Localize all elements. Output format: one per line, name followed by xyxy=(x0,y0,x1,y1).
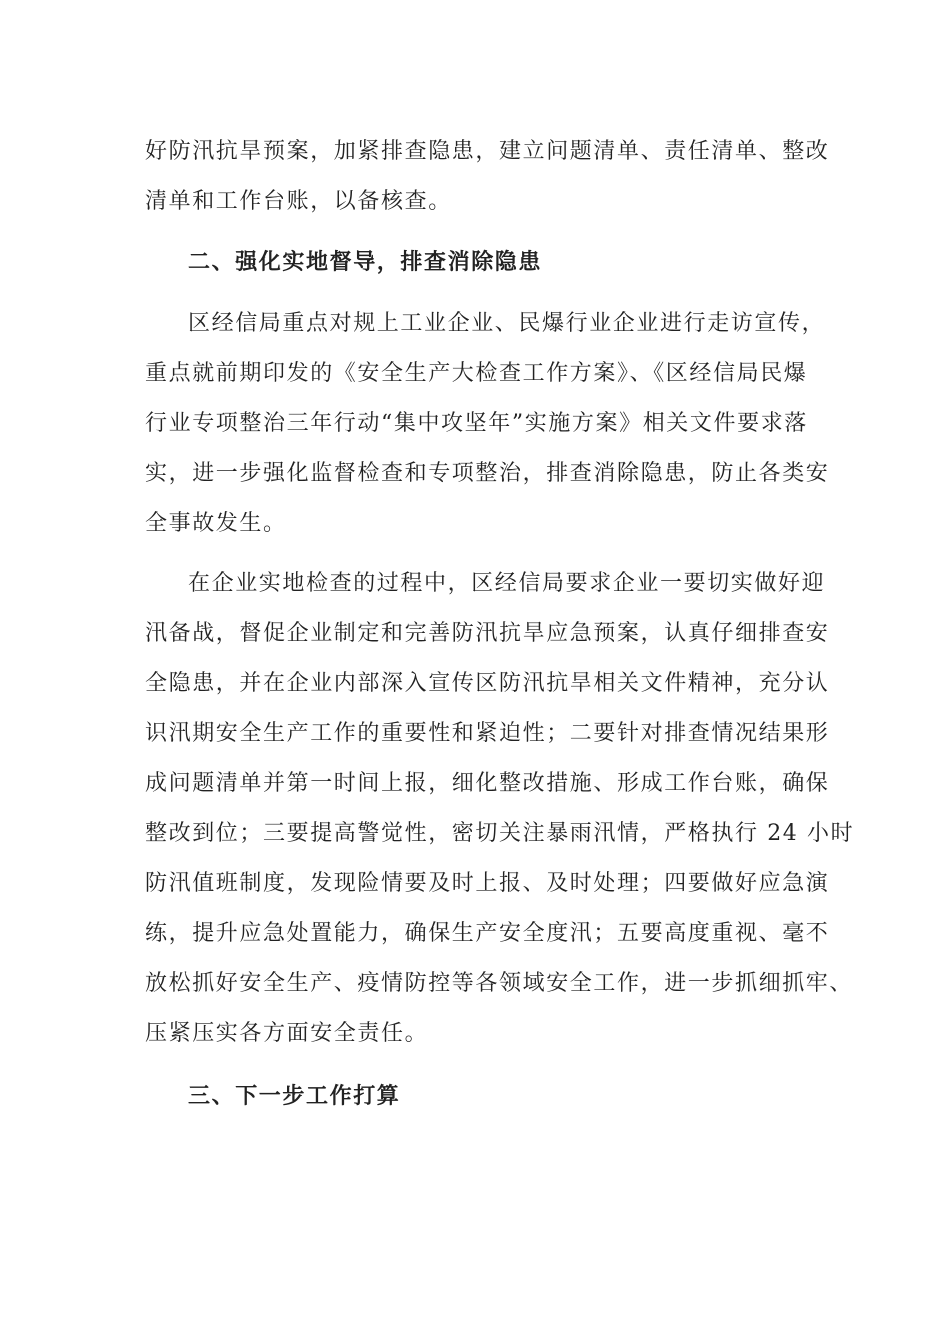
paragraph-3-line-2: 汛备战，督促企业制定和完善防汛抗旱应急预案，认真仔细排查安 xyxy=(145,621,830,646)
section-heading-3: 三、下一步工作打算 xyxy=(188,1083,401,1109)
paragraph-2-line-1: 区经信局重点对规上工业企业、民爆行业企业进行走访宣传， xyxy=(188,311,826,336)
paragraph-3-line-4: 识汛期安全生产工作的重要性和紧迫性；二要针对排查情况结果形 xyxy=(145,721,830,746)
paragraph-3-line-6: 整改到位；三要提高警觉性，密切关注暴雨汛情，严格执行 24 小时 xyxy=(145,821,855,846)
paragraph-2-line-2: 重点就前期印发的《安全生产大检查工作方案》、《区经信局民爆 xyxy=(145,361,808,386)
paragraph-2-line-5: 全事故发生。 xyxy=(145,511,287,536)
paragraph-3-line-1: 在企业实地检查的过程中，区经信局要求企业一要切实做好迎 xyxy=(188,571,826,596)
paragraph-2-line-3: 行业专项整治三年行动“集中攻坚年”实施方案》相关文件要求落 xyxy=(145,411,808,436)
paragraph-2-line-4: 实，进一步强化监督检查和专项整治，排查消除隐患，防止各类安 xyxy=(145,461,830,486)
section-heading-2: 二、强化实地督导，排查消除隐患 xyxy=(188,249,543,275)
paragraph-1-line-2: 清单和工作台账，以备核查。 xyxy=(145,189,452,214)
paragraph-3-line-9: 放松抓好安全生产、疫情防控等各领域安全工作，进一步抓细抓牢、 xyxy=(145,971,854,996)
paragraph-3-line-10: 压紧压实各方面安全责任。 xyxy=(145,1021,429,1046)
paragraph-1-line-1: 好防汛抗旱预案，加紧排查隐患，建立问题清单、责任清单、整改 xyxy=(145,139,830,164)
paragraph-3-line-3: 全隐患，并在企业内部深入宣传区防汛抗旱相关文件精神，充分认 xyxy=(145,671,830,696)
paragraph-3-line-8: 练，提升应急处置能力，确保生产安全度汛；五要高度重视、毫不 xyxy=(145,921,830,946)
paragraph-3-line-5: 成问题清单并第一时间上报，细化整改措施、形成工作台账，确保 xyxy=(145,771,830,796)
paragraph-3-line-7: 防汛值班制度，发现险情要及时上报、及时处理；四要做好应急演 xyxy=(145,871,830,896)
